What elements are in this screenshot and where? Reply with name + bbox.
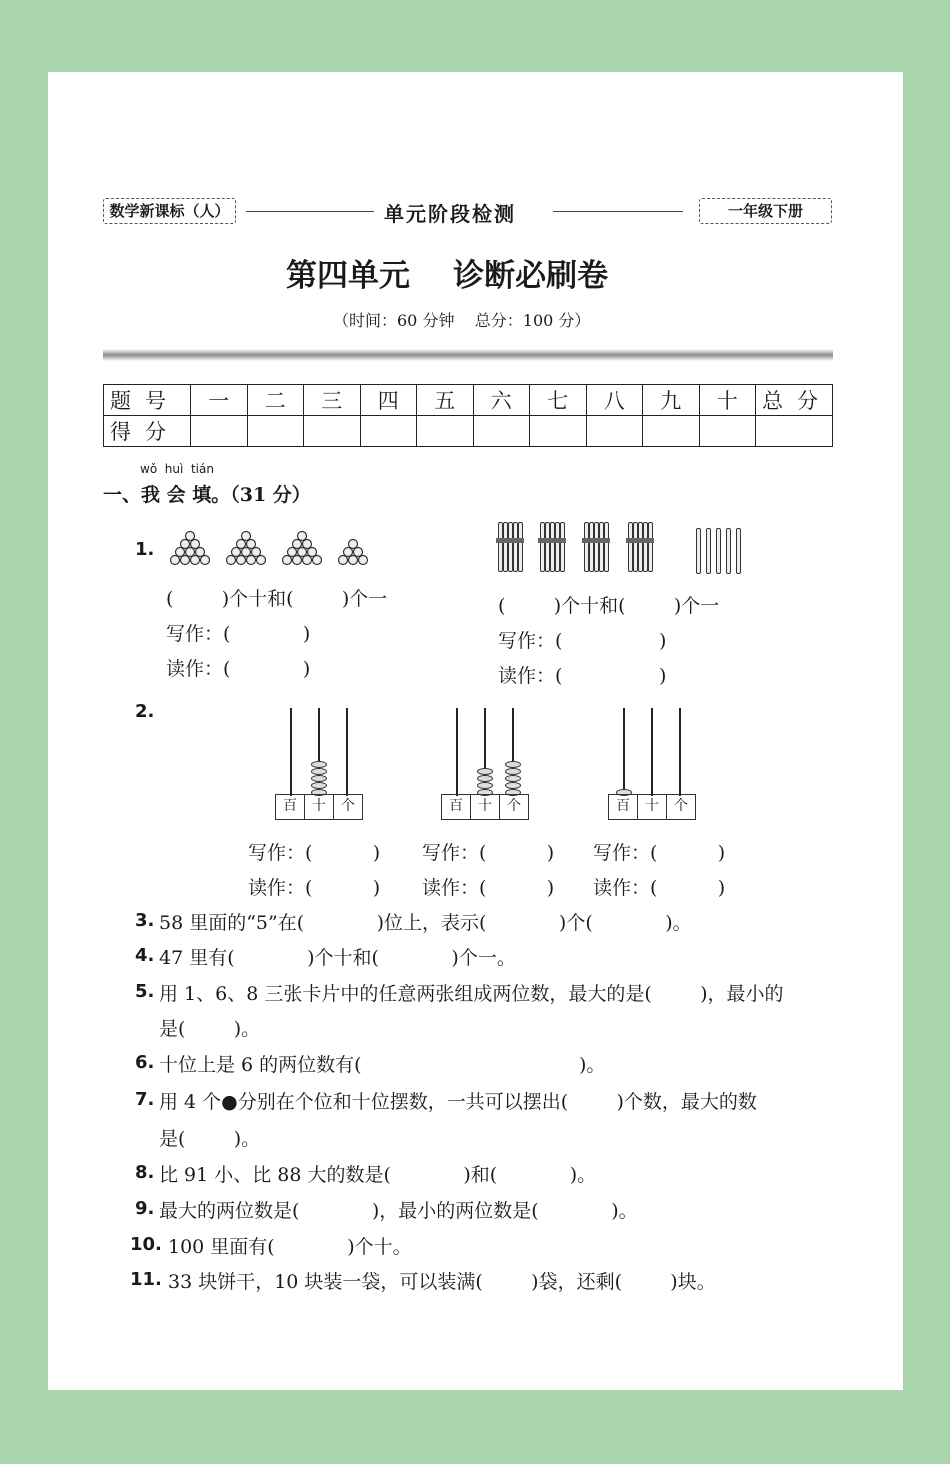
stick-bundles-figure [496,516,756,586]
q2-read-2: 读作：( ) [422,877,555,899]
q2-write-3: 写作：( ) [593,842,726,864]
score-cell[interactable] [699,416,756,447]
ones-label: 个 [341,798,355,814]
q1-left-line3: 读作：( ) [166,658,311,680]
loose-stick [716,528,721,574]
q2-read-1: 读作：( ) [248,877,381,899]
question-number: 6. [135,1052,155,1073]
hundreds-label: 百 [442,795,471,819]
section-title: 一、我 会 填。（31 分） [103,484,311,506]
question-text-cont: 是( )。 [159,1128,261,1150]
tens-label: 十 [305,795,334,819]
textbook-tag: 数学新课标（人） [103,198,236,224]
q1-left-line1: ( )个十和( )个一 [166,588,388,610]
abacus-3 [608,708,696,824]
q1-right-line1: ( )个十和( )个一 [498,595,720,617]
question-number: 8. [135,1162,155,1183]
q1-right-line3: 读作：( ) [498,665,667,687]
question-text: 100 里面有( )个十。 [168,1236,412,1258]
q1-right-line2: 写作：( ) [498,630,667,652]
question-text: 用 4 个●分别在个位和十位摆数，一共可以摆出( )个数，最大的数 [159,1091,757,1113]
question-text: 比 91 小、比 88 大的数是( )和( )。 [159,1164,597,1186]
question-number: 5. [135,981,155,1002]
score-col: 九 [643,385,700,416]
loose-stick [706,528,711,574]
tens-label: 十 [471,795,500,819]
stick-bundle [626,516,654,578]
question-number: 3. [135,910,155,931]
score-col: 五 [417,385,474,416]
loose-stick [726,528,731,574]
score-col: 十 [699,385,756,416]
question-number: 10. [130,1234,162,1255]
worksheet-page [48,72,903,1390]
question-text: 最大的两位数是( )，最小的两位数是( )。 [159,1200,638,1222]
question-number: 2. [135,701,155,722]
stick-bundle [496,516,524,578]
score-col: 四 [360,385,417,416]
score-table-score-row [104,416,833,447]
loose-stick [696,528,701,574]
grade-tag: 一年级下册 [699,198,832,224]
header-rule-left [246,211,374,212]
question-text: 33 块饼干，10 块装一袋，可以装满( )袋，还剩( )块。 [168,1271,716,1293]
score-col: 一 [191,385,248,416]
score-table-header-row [104,385,833,416]
score-cell[interactable] [191,416,248,447]
question-number: 1. [135,539,155,560]
question-number: 9. [135,1198,155,1219]
score-cell[interactable] [756,416,833,447]
section-pinyin: wǒ huì tián [140,462,214,476]
question-text: 用 1、6、8 三张卡片中的任意两张组成两位数，最大的是( )，最小的 [159,983,784,1005]
score-col: 七 [530,385,587,416]
q2-read-3: 读作：( ) [593,877,726,899]
score-head: 得分 [104,416,191,447]
q2-write-1: 写作：( ) [248,842,381,864]
question-text: 47 里有( )个十和( )个一。 [159,947,516,969]
place-value-labels [441,794,529,820]
hundreds-label: 百 [609,795,638,819]
hundreds-label: 百 [276,795,305,819]
total-head: 总分 [756,385,833,416]
stick-bundle [538,516,566,578]
question-number-head: 题号 [104,385,191,416]
bead-triangles-figure [166,524,381,572]
q2-write-2: 写作：( ) [422,842,555,864]
question-number: 11. [130,1269,162,1290]
question-text: 58 里面的“5”在( )位上，表示( )个( )。 [159,912,692,934]
header-rule-right [553,211,683,212]
ones-label: 个 [507,798,521,814]
abacus-2 [441,708,529,824]
question-text-cont: 是( )。 [159,1018,261,1040]
divider-band [103,349,833,361]
score-col: 二 [247,385,304,416]
score-table [103,384,833,447]
question-number: 4. [135,945,155,966]
header-title: 单元阶段检测 [384,202,516,226]
score-cell[interactable] [530,416,587,447]
place-value-labels [608,794,696,820]
ones-label: 个 [674,798,688,814]
score-cell[interactable] [473,416,530,447]
score-cell[interactable] [586,416,643,447]
score-col: 三 [304,385,361,416]
score-col: 六 [473,385,530,416]
stick-bundle [582,516,610,578]
question-text: 十位上是 6 的两位数有( )。 [159,1054,606,1076]
time-info: （时间：60 分钟 总分：100 分） [333,311,591,330]
score-cell[interactable] [360,416,417,447]
loose-stick [736,528,741,574]
score-cell[interactable] [304,416,361,447]
page-title: 第四单元 诊断必刷卷 [286,258,609,294]
score-cell[interactable] [247,416,304,447]
score-cell[interactable] [643,416,700,447]
tens-label: 十 [638,795,667,819]
score-cell[interactable] [417,416,474,447]
q1-left-line2: 写作：( ) [166,623,311,645]
score-col: 八 [586,385,643,416]
question-number: 7. [135,1089,155,1110]
place-value-labels [275,794,363,820]
abacus-1 [275,708,363,824]
